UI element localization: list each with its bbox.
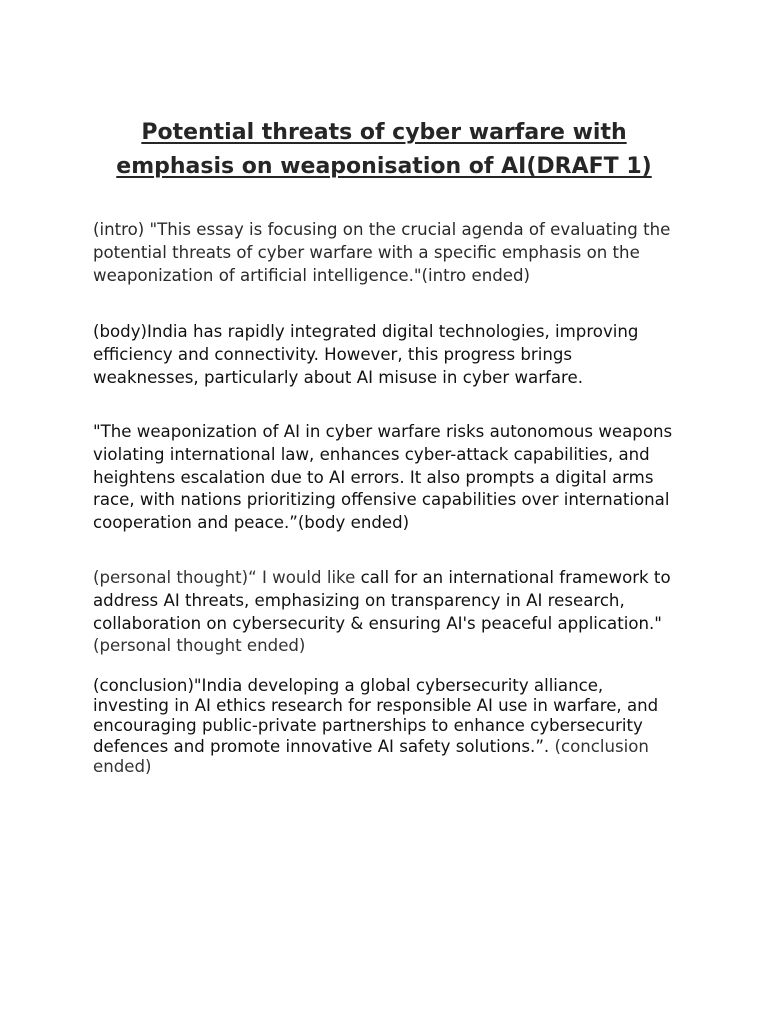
- title-line-2: emphasis on weaponisation of AI(DRAFT 1): [116, 154, 652, 179]
- personal-thought-suffix: (personal thought ended): [93, 636, 306, 656]
- conclusion-main: (conclusion)"India developing a global cybersecurity alliance, investing in AI ethics research for responsible AI use in warfare, and encouraging public-private partnerships to enhance cybersecurity defences and promote innovative AI safety solutions.”.: [93, 676, 659, 756]
- intro-paragraph: (intro) "This essay is focusing on the crucial agenda of evaluating the potential threats of cyber warfare with a specific emphasis on the weaponization of artificial intelligence."(intro ended): [93, 220, 671, 285]
- conclusion-paragraph: [93, 676, 683, 777]
- personal-thought-prefix: (personal thought)“ I would like: [93, 568, 361, 587]
- personal-thought-main: call for an international framework to address AI threats, emphasizing on transparency in AI research, collaboration on cybersecurity & ensuring AI's peaceful application.": [93, 568, 671, 633]
- body-paragraph-1: (body)India has rapidly integrated digital technologies, improving efficiency and connectivity. However, this progress brings weaknesses, particularly about AI misuse in cyber warfare.: [93, 322, 639, 387]
- title-line-1: Potential threats of cyber warfare with: [141, 120, 627, 145]
- personal-thought-paragraph: [93, 567, 683, 658]
- conclusion-suffix: (conclusion ended): [93, 736, 649, 776]
- page-title: [60, 116, 708, 184]
- body-paragraph-2: "The weaponization of AI in cyber warfare risks autonomous weapons violating international law, enhances cyber-attack capabilities, and heightens escalation due to AI errors. It also prompts a digital arms race, with nations prioritizing offensive capabilities over international cooperation and peace.”(body ended): [93, 422, 673, 533]
